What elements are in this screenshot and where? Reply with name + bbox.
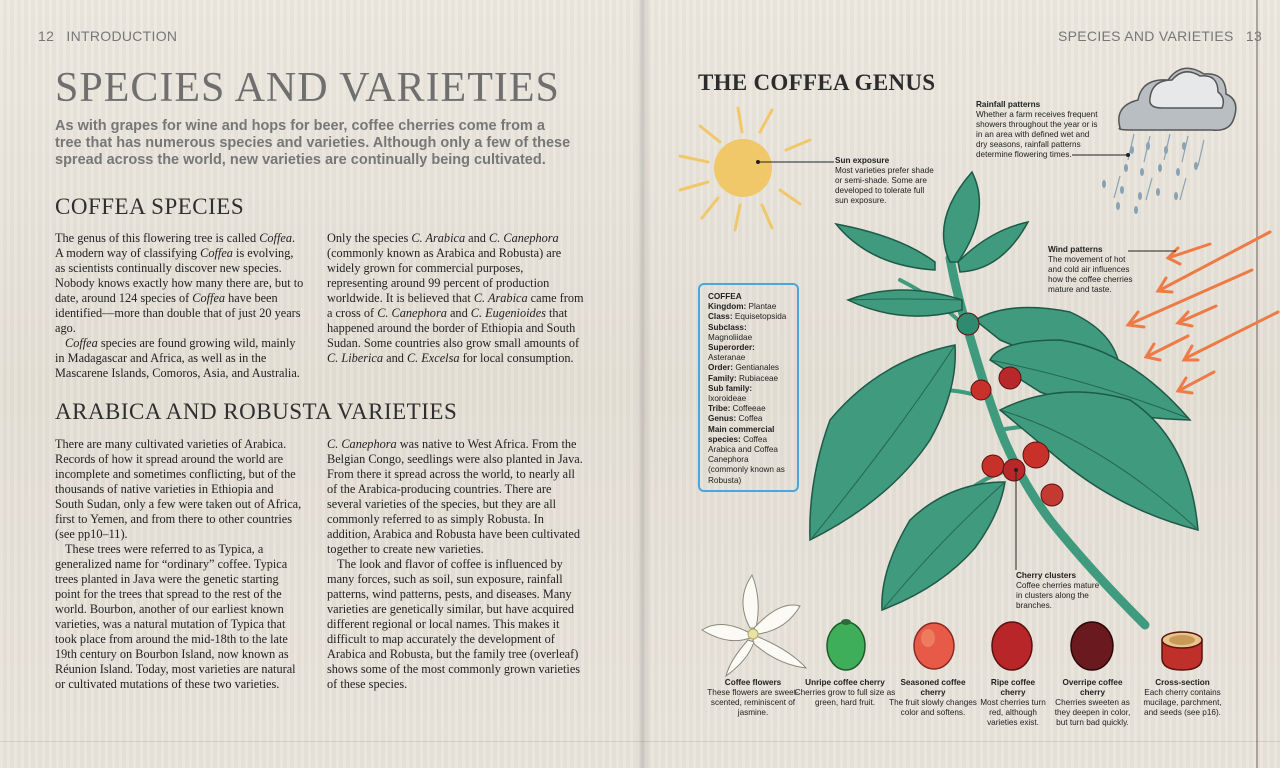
classification-row: Order: Gentianales (708, 363, 780, 373)
arabica-robusta-column-2: C. Canephora was native to West Africa. From the Belgian Congo, seedlings were also planted in Java. From there it spread across the world, to nearly all of the Arabica-producing countries. There are several varieties of the species, but they are all commonly referred to as simply Robusta. In addition, Arabica and Robusta have been cultivated together to create new varieties. The look and flavor of coffee is influenced by many forces, such as soil, sun exposure, rainfall patterns, wind patterns, pests, and diseases. Many varieties are genetically similar, but have acquired different regional or local names. This makes it difficult to map accurately the development of Arabica and Robusta, but the family tree (overleaf) shows some of the most commonly grown varieties of these species. (327, 437, 583, 691)
ripe-cherry-icon (992, 622, 1032, 670)
wind-title: Wind patterns (1048, 245, 1103, 254)
caption-ripe-cherry: Ripe coffee cherry Most cherries turn red, although varieties exist. (980, 678, 1046, 727)
heading-coffea-species: COFFEA SPECIES (55, 194, 245, 219)
classification-row: Genus: Coffea (708, 414, 763, 424)
rainfall-text: Whether a farm receives frequent showers throughout the year or is in an area with defined wet and dry seasons, rainfall patterns determine flowering times. (976, 110, 1098, 159)
left-page-number: 12 (38, 28, 55, 44)
seasoned-cherry-icon (914, 623, 954, 669)
caption-unripe-cherry: Unripe coffee cherry Cherries grow to full size as green, hard fruit. (794, 678, 896, 707)
coffea-species-column-1: The genus of this flowering tree is called Coffea. A modern way of classifying Coffea is evolving, as scientists continually discover new species. Nobody knows exactly how many there are, but to date, around 124 species of Coffea have been identified—more than double that of just 20 years ago. Coffea species are found growing wild, mainly in Madagascar and Africa, as well as in the Mascarene Islands, Comoros, Asia, and Australia. (55, 231, 304, 380)
classification-box (698, 283, 799, 492)
wind-text: The movement of hot and cold air influences how the coffee cherries mature and taste. (1048, 255, 1133, 294)
sun-title: Sun exposure (835, 156, 890, 165)
caption-seasoned-cherry: Seasoned coffee cherry The fruit slowly changes color and softens. (889, 678, 977, 717)
sun-annotation (835, 156, 935, 206)
cherry-clusters-text: Coffee cherries mature in clusters along the branches. (1016, 581, 1100, 610)
classification-row: Tribe: Coffeeae (708, 404, 766, 414)
cherry-clusters-annotation (1016, 571, 1106, 611)
arabica-robusta-column-1: There are many cultivated varieties of Arabica. Records of how it spread around the world are incomplete and sometimes conflicting, but of the thousands of native varieties in Ethiopia and South Sudan, only a few were taken out of Africa, first to Yemen, and from there to other countries (see pp10–11). These trees were referred to as Typica, a generalized name for “ordinary” coffee. Typica trees planted in Java were the genetic starting point for the trees that spread to the rest of the world. Bourbon, another of our earliest known varieties, was a natural mutation of Typica that took place from around the mid-18th to the late 19th century on Bourbon Island, now known as Réunion Island. Today, most varieties are natural or cultivated mutations of these two varieties. (55, 437, 302, 691)
classification-title: COFFEA (708, 292, 742, 301)
sun-text: Most varieties prefer shade or semi-shade. Some are developed to tolerate full sun exposure. (835, 166, 934, 205)
classification-row: Sub family: Ixoroideae (708, 383, 753, 404)
classification-row: Main commercial species: Coffea Arabica and Coffea Canephora (commonly known as Robusta) (708, 424, 785, 485)
rainfall-annotation (976, 100, 1101, 160)
page-title: SPECIES AND VARIETIES (55, 65, 560, 111)
classification-row: Class: Equisetopsida (708, 312, 787, 322)
caption-cross-section: Cross-section Each cherry contains mucilage, parchment, and seeds (see p16). (1143, 678, 1222, 717)
heading-arabica-robusta: ARABICA AND ROBUSTA VARIETIES (55, 399, 458, 424)
wind-annotation (1048, 245, 1138, 295)
right-page-number: 13 (1245, 28, 1263, 44)
right-running-head-text: SPECIES AND VARIETIES (1058, 28, 1234, 44)
classification-row: Kingdom: Plantae (708, 302, 777, 312)
unripe-cherry-icon (827, 619, 865, 670)
wind-arrows-icon (1128, 232, 1278, 393)
genus-title: THE COFFEA GENUS (698, 70, 936, 95)
rainfall-title: Rainfall patterns (976, 100, 1041, 109)
left-running-head-text: INTRODUCTION (66, 28, 178, 44)
overripe-cherry-icon (1071, 622, 1113, 670)
caption-overripe-cherry: Overripe coffee cherry Cherries sweeten as they deepen in color, but turn bad quickly. (1054, 678, 1131, 727)
coffea-species-column-2: Only the species C. Arabica and C. Canephora (commonly known as Arabica and Robusta) are widely grown for commercial purposes, representing around 99 percent of production worldwide. It is believed that C. Arabica came from a cross of C. Canephora and C. Eugenioides that happened around the border of Ethiopia and South Sudan. Some countries also grow small amounts of C. Liberica and C. Excelsa for local consumption. (327, 231, 584, 365)
cherry-clusters-title: Cherry clusters (1016, 571, 1077, 580)
classification-row: Family: Rubiaceae (708, 373, 779, 383)
intro-paragraph: As with grapes for wine and hops for beer, coffee cherries come from a tree that has numerous species and varieties. Although only a few of these spread across the world, new varieties are continually being cultivated. (55, 118, 571, 168)
coffee-leaves (810, 172, 1198, 610)
coffee-flower-icon (702, 575, 806, 676)
caption-coffee-flowers: Coffee flowers These flowers are sweet-scented, reminiscent of jasmine. (707, 678, 799, 717)
sun-icon (680, 108, 834, 230)
classification-row: Subclass: Magnoliidae (708, 322, 753, 342)
cross-section-icon (1162, 632, 1202, 670)
classification-row: Superorder: Asteranae (708, 343, 755, 363)
